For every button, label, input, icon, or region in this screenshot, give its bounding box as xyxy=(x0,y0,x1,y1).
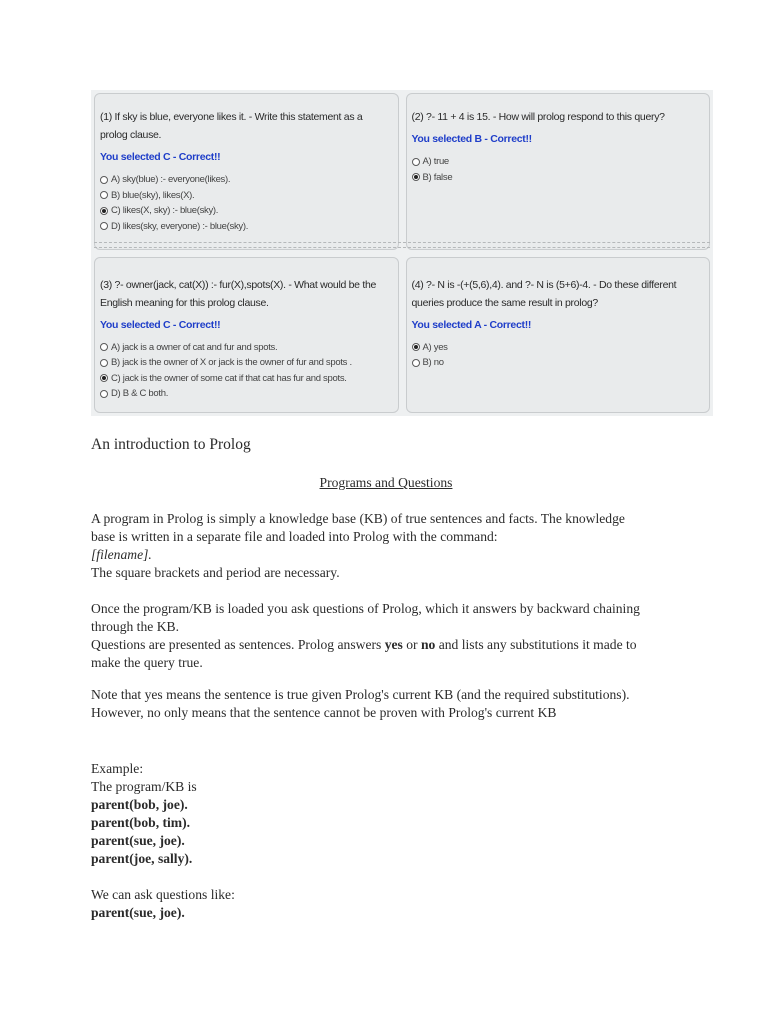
paragraph-text: Questions are presented as sentences. Prolog answers xyxy=(91,637,385,652)
paragraph-text: Once the program/KB is loaded you ask questions of Prolog, which it answers by backward chaining through the KB. xyxy=(91,601,640,634)
option-label: D) B & C both. xyxy=(111,388,169,399)
question-result: You selected B - Correct!! xyxy=(411,133,532,145)
section-heading: Programs and Questions xyxy=(319,475,453,490)
query-line: parent(sue, joe). xyxy=(91,905,185,920)
radio-button-icon[interactable] xyxy=(100,191,108,199)
fact-line: parent(bob, tim). xyxy=(91,815,191,830)
option-label: A) sky(blue) :- everyone(likes). xyxy=(111,174,231,185)
example-block xyxy=(91,760,651,868)
questions-label: We can ask questions like: xyxy=(91,887,235,902)
keyword-yes: yes xyxy=(384,637,403,652)
program-label: The program/KB is xyxy=(91,779,197,794)
quiz-divider xyxy=(94,242,710,248)
option-b[interactable] xyxy=(100,355,392,371)
paragraph-program xyxy=(91,510,651,582)
option-b[interactable] xyxy=(412,170,704,186)
radio-button-icon[interactable] xyxy=(100,176,108,184)
quiz-question-1 xyxy=(94,93,399,250)
quiz-question-3 xyxy=(94,257,399,414)
example-label: Example: xyxy=(91,761,144,776)
question-result: You selected C - Correct!! xyxy=(100,318,221,331)
radio-button-icon[interactable] xyxy=(100,343,108,351)
fact-line: parent(bob, joe). xyxy=(91,797,188,812)
question-text: (3) ?- owner(jack, cat(X)) :- fur(X),spots(X). - What would be the English meaning for this prolog clause. xyxy=(100,278,377,309)
option-a[interactable] xyxy=(100,340,392,356)
option-label: B) jack is the owner of X or jack is the owner of fur and spots . xyxy=(111,357,352,368)
option-c[interactable] xyxy=(100,371,392,387)
paragraph-text: A program in Prolog is simply a knowledge base (KB) of true sentences and facts. The knowledge base is written in a separate file and loaded into Prolog with the command: xyxy=(91,511,625,544)
quiz-panel-grid xyxy=(91,90,713,416)
fact-line: parent(joe, sally). xyxy=(91,851,193,866)
option-b[interactable] xyxy=(100,188,392,204)
option-a[interactable] xyxy=(100,172,392,188)
page-title: An introduction to Prolog xyxy=(91,436,251,453)
question-result: You selected A - Correct!! xyxy=(411,318,532,331)
radio-button-checked-icon[interactable] xyxy=(412,173,420,181)
keyword-no: no xyxy=(420,637,436,652)
radio-button-icon[interactable] xyxy=(100,390,108,398)
radio-button-icon[interactable] xyxy=(412,158,420,166)
paragraph-questions xyxy=(91,600,651,672)
question-text: (1) If sky is blue, everyone likes it. - Write this statement as a prolog clause. xyxy=(100,111,363,141)
query-block xyxy=(91,886,651,922)
option-label: A) jack is a owner of cat and fur and spots. xyxy=(111,341,278,353)
option-d[interactable] xyxy=(100,219,392,235)
question-text: (4) ?- N is -(+(5,6),4). and ?- N is (5+6)-4. - Do these different queries produce the same result in prolog? xyxy=(411,278,677,309)
radio-button-icon[interactable] xyxy=(412,359,420,367)
radio-button-checked-icon[interactable] xyxy=(412,343,420,351)
option-label: B) no xyxy=(422,357,444,368)
option-a[interactable] xyxy=(412,340,704,356)
option-label: D) likes(sky, everyone) :- blue(sky). xyxy=(111,220,249,232)
fact-line: parent(sue, joe). xyxy=(91,833,185,848)
radio-button-icon[interactable] xyxy=(100,359,108,367)
option-a[interactable] xyxy=(412,154,704,170)
radio-button-checked-icon[interactable] xyxy=(100,374,108,382)
question-text: (2) ?- 11 + 4 is 15. - How will prolog respond to this query? xyxy=(411,111,665,123)
question-result: You selected C - Correct!! xyxy=(100,151,221,163)
paragraph-text: or xyxy=(402,637,421,652)
option-b[interactable] xyxy=(412,355,704,371)
option-label: A) true xyxy=(422,156,449,167)
option-label: C) jack is the owner of some cat if that cat has fur and spots. xyxy=(111,372,347,384)
option-label: A) yes xyxy=(422,341,448,353)
paragraph-text: The square brackets and period are necessary. xyxy=(91,565,340,580)
option-label: B) blue(sky), likes(X). xyxy=(111,189,195,201)
paragraph-note: Note that yes means the sentence is true given Prolog's current KB (and the required substitutions). However, no only means that the sentence cannot be proven with Prolog's current KB xyxy=(91,687,630,720)
quiz-question-2 xyxy=(406,93,711,250)
option-label: C) likes(X, sky) :- blue(sky). xyxy=(111,205,219,216)
radio-button-checked-icon[interactable] xyxy=(100,207,108,215)
quiz-question-4 xyxy=(406,257,711,414)
option-label: B) false xyxy=(422,171,453,183)
option-c[interactable] xyxy=(100,203,392,219)
option-d[interactable] xyxy=(100,386,392,402)
paragraph-text: and lists any substitutions it made to make the query true. xyxy=(91,637,637,670)
radio-button-icon[interactable] xyxy=(100,222,108,230)
command-text: [filename]. xyxy=(91,547,152,562)
